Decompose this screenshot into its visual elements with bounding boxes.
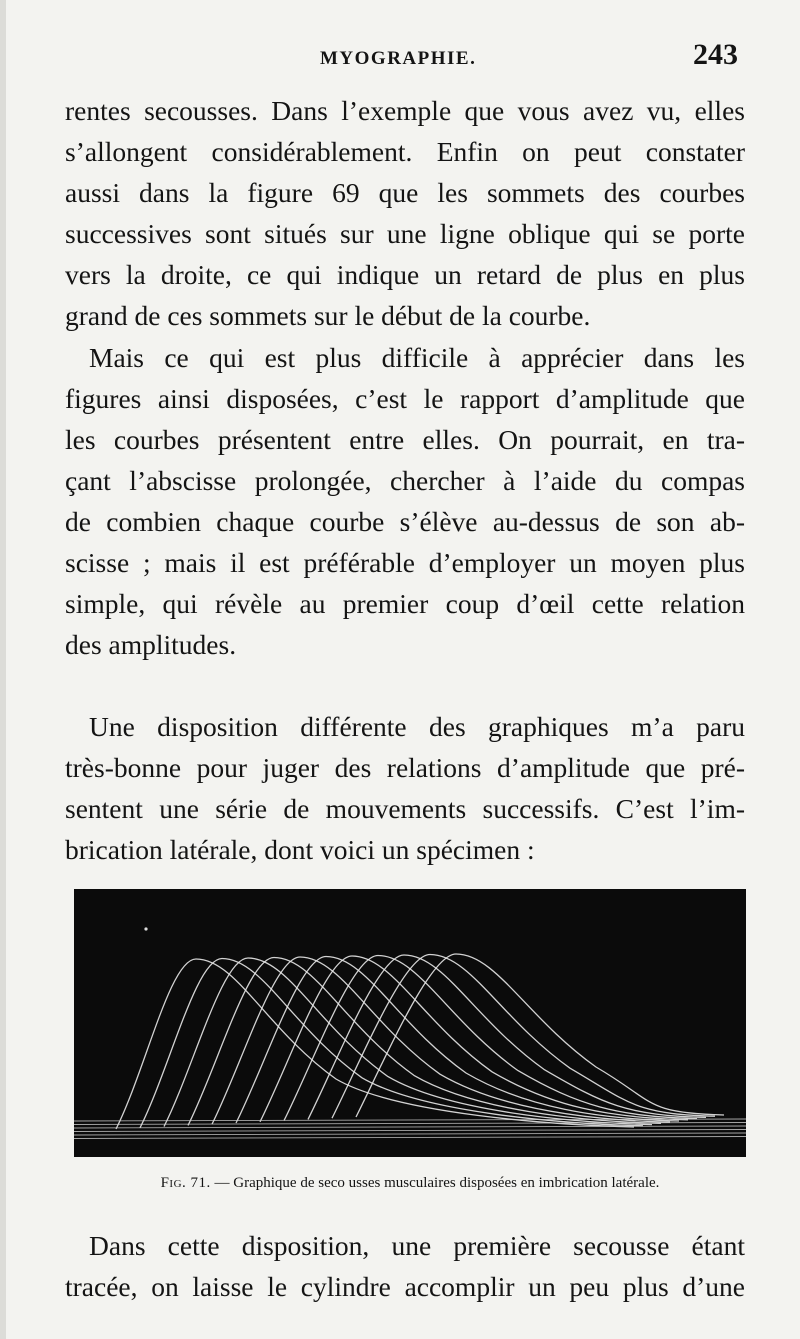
text-line: figures ainsi disposées, c’est le rapport d’amplitude que — [65, 383, 745, 414]
text-line: tracée, on laisse le cylindre accomplir un peu plus d’une — [65, 1271, 745, 1302]
text-line: Une disposition différente des graphiques m’a paru — [89, 711, 745, 742]
paragraph-2 — [65, 337, 745, 665]
abscissa-line — [74, 1130, 746, 1132]
paragraph-4 — [65, 1225, 745, 1307]
myograph-svg — [74, 889, 746, 1157]
text-line: des amplitudes. — [65, 629, 237, 660]
twitch-curve — [356, 954, 724, 1117]
paragraph-3 — [65, 706, 745, 870]
twitch-curve — [308, 955, 706, 1119]
text-line: très-bonne pour juger des relations d’amplitude que pré- — [65, 752, 745, 783]
text-line: les courbes présentent entre elles. On pourrait, en tra- — [65, 424, 745, 455]
text-line: de combien chaque courbe s’élève au-dessus de son ab- — [65, 506, 745, 537]
text-line: sentent une série de mouvements successifs. C’est l’im- — [65, 793, 745, 824]
text-line: Mais ce qui est plus difficile à apprécier dans les — [89, 342, 745, 373]
text-line: grand de ces sommets sur le début de la courbe. — [65, 300, 591, 331]
muscle-twitch-traces — [116, 954, 724, 1129]
twitch-curve — [260, 956, 688, 1122]
twitch-curve — [332, 955, 715, 1119]
running-head: MYOGRAPHIE. — [320, 48, 477, 69]
text-line: s’allongent considérablement. Enfin on peut constater — [65, 136, 745, 167]
text-line: simple, qui révèle au premier coup d’œil cette relation — [65, 588, 745, 619]
text-line: brication latérale, dont voici un spécimen : — [65, 834, 535, 865]
paragraph-1 — [65, 90, 745, 336]
abscissa-line — [74, 1137, 746, 1139]
figure-label: Fig. 71. — [160, 1175, 211, 1191]
abscissa-line — [74, 1126, 746, 1128]
abscissa-line — [74, 1133, 746, 1135]
text-line: successives sont situés sur une ligne oblique qui se porte — [65, 218, 745, 249]
text-line: vers la droite, ce qui indique un retard de plus en plus — [65, 259, 745, 290]
twitch-curve — [236, 957, 679, 1124]
text-line: rentes secousses. Dans l’exemple que vous avez vu, elles — [65, 95, 745, 126]
twitch-curve — [116, 959, 634, 1129]
text-line: aussi dans la figure 69 que les sommets des courbes — [65, 177, 745, 208]
caption-text: — Graphique de seco usses musculaires disposées en imbrication latérale. — [214, 1175, 660, 1191]
page-edge — [0, 0, 6, 1339]
speck — [144, 927, 147, 930]
text-line: Dans cette disposition, une première secousse étant — [89, 1230, 745, 1261]
twitch-curve — [164, 958, 652, 1127]
figure-71-myograph-traces — [74, 889, 746, 1157]
page-header — [65, 38, 740, 82]
figure-caption — [74, 1175, 746, 1192]
page-number: 243 — [693, 38, 738, 71]
text-line: çant l’abscisse prolongée, chercher à l’aide du compas — [65, 465, 745, 496]
text-line: scisse ; mais il est préférable d’employer un moyen plus — [65, 547, 745, 578]
